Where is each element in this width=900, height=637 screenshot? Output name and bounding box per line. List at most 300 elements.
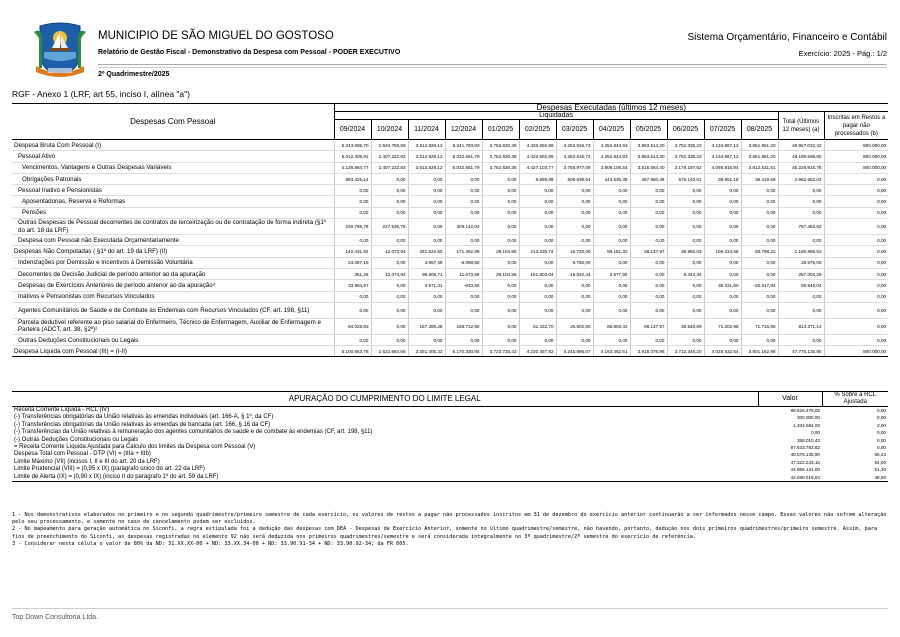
cell-value: 0,00 bbox=[667, 196, 704, 207]
cell-value: 0,00 bbox=[371, 196, 408, 207]
cell-value: 142.431,92 bbox=[334, 246, 371, 257]
table-row bbox=[12, 414, 888, 421]
month-header: 12/2024 bbox=[445, 120, 482, 140]
cell-value: 38.951,18 bbox=[704, 173, 741, 184]
liquidated-header: Liquidadas bbox=[334, 112, 778, 120]
cell-value: 3.752.830,38 bbox=[482, 140, 519, 151]
cell-value: 0,00 bbox=[556, 207, 593, 218]
table-row bbox=[12, 334, 888, 345]
cell-value: 227.535,79 bbox=[371, 219, 408, 235]
cell-value: 0,00 bbox=[445, 235, 482, 246]
cell-value: 0,00 bbox=[445, 196, 482, 207]
cell-value: 0,00 bbox=[371, 207, 408, 218]
cell-value: 9.443,34 bbox=[667, 268, 704, 279]
cell-value: 30.548,69 bbox=[667, 318, 704, 334]
cell-value: 0,00 bbox=[408, 185, 445, 196]
cell-value: 2.407.222,83 bbox=[371, 162, 408, 173]
cell-value: 12.073,94 bbox=[371, 268, 408, 279]
header-divider-secondary bbox=[98, 67, 887, 68]
cell-value: 0,00 bbox=[593, 219, 630, 235]
limit-compliance-table bbox=[12, 391, 888, 482]
cell-value: -20.917,84 bbox=[741, 280, 778, 291]
table-row bbox=[12, 246, 888, 257]
cell-value: 0,00 bbox=[334, 235, 371, 246]
cell-value: 0,00 bbox=[593, 235, 630, 246]
cell-value: 0,00 bbox=[630, 207, 667, 218]
limit-row-value: 87.633.783,82 bbox=[790, 445, 820, 451]
table-row bbox=[12, 151, 888, 162]
row-label: Pessoal Inativo e Pensionistas bbox=[12, 185, 334, 196]
cell-value: 0,00 bbox=[824, 257, 888, 268]
annex-title: RGF - Anexo 1 (LRF, art 55, inciso I, alínea "a") bbox=[12, 89, 190, 99]
limit-row-label: Despesa Total com Pessoal - DTP (VI) = (IIIa + IIIb) bbox=[14, 451, 151, 458]
cell-value: 0,00 bbox=[778, 334, 824, 345]
cell-value: 0,00 bbox=[593, 334, 630, 345]
expenses-column-header: Despesas Com Pessoal bbox=[12, 104, 334, 140]
row-label: Agentes Comunitários de Saúde e de Combate às Endemias com Recursos Vinculados (CF, art. 198, §11) bbox=[12, 302, 334, 318]
cell-value: 230.785,79 bbox=[334, 219, 371, 235]
cell-value: 0,00 bbox=[667, 185, 704, 196]
cell-value: 2.962.652,02 bbox=[778, 173, 824, 184]
row-label: Despesas Não Computadas ( §1º do art. 19 da LRF) (II) bbox=[12, 246, 334, 257]
cell-value: 2.577,90 bbox=[593, 268, 630, 279]
cell-value: 0,00 bbox=[519, 257, 556, 268]
cell-value: 11.673,59 bbox=[445, 268, 482, 279]
limit-row-label: = Receita Corrente Líquida Ajustada para Cálculo dos limites da Despesa com Pessoal (V) bbox=[14, 444, 256, 451]
cell-value: 0,00 bbox=[556, 235, 593, 246]
table-row bbox=[12, 185, 888, 196]
cell-value: 4.427.103,77 bbox=[519, 162, 556, 173]
cell-value: 0,00 bbox=[630, 280, 667, 291]
limit-row-value: 300.000,00 bbox=[797, 415, 820, 421]
table-row bbox=[12, 429, 888, 436]
cell-value: 0,00 bbox=[556, 219, 593, 235]
limit-row-percent: 0,00 bbox=[877, 408, 886, 413]
cell-value: 0,00 bbox=[824, 246, 888, 257]
cell-value: 351,26 bbox=[334, 268, 371, 279]
limit-row-label: (-) Transferências da União relativas à remuneração dos agentes comunitários de saúde e de combate às endemias (CF, art. 198, §11) bbox=[14, 429, 373, 436]
cell-value: 800.000,00 bbox=[824, 151, 888, 162]
row-label: Indenizações por Demissão e Incentivos à Demissão Voluntária bbox=[12, 257, 334, 268]
cell-value: 0,00 bbox=[371, 318, 408, 334]
cell-value: 0,00 bbox=[824, 302, 888, 318]
cell-value: 0,00 bbox=[519, 280, 556, 291]
cell-value: 0,00 bbox=[334, 334, 371, 345]
limit-row-value: 89.626.479,05 bbox=[790, 408, 820, 413]
cell-value: 171.462,99 bbox=[445, 246, 482, 257]
cell-value: 883.425,14 bbox=[334, 173, 371, 184]
limit-row-label: (-) Transferências obrigatórias da União relativas às emendas individuais (art. 166-A, § 1º, da CF) bbox=[14, 414, 274, 421]
cell-value: 0,00 bbox=[667, 291, 704, 302]
cell-value: 800.000,00 bbox=[824, 140, 888, 151]
cell-value: 0,00 bbox=[630, 185, 667, 196]
cell-value: 5.170.330,84 bbox=[445, 346, 482, 357]
cell-value: 39.419,69 bbox=[741, 173, 778, 184]
cell-value: 68.137,97 bbox=[630, 318, 667, 334]
cell-value: 0,00 bbox=[824, 219, 888, 235]
cell-value: 71.202,98 bbox=[704, 318, 741, 334]
exercise-page-info: Exercício: 2025 - Pág.: 1/2 bbox=[798, 49, 887, 58]
limit-row-label: Limite Prudencial (VIII) = (0,95 x IX) (parágrafo único do art. 22 da LRF) bbox=[14, 466, 205, 473]
cell-value: 0,00 bbox=[482, 334, 519, 345]
cell-value: 0,00 bbox=[741, 185, 778, 196]
cell-value: 0,00 bbox=[704, 302, 741, 318]
cell-value: 50.798,22 bbox=[741, 246, 778, 257]
report-period: 2º Quadrimestre/2025 bbox=[98, 71, 170, 78]
cell-value: 39.992,03 bbox=[667, 246, 704, 257]
table-row bbox=[12, 219, 888, 235]
cell-value: 4.262.616,73 bbox=[556, 151, 593, 162]
cell-value: 0,00 bbox=[667, 280, 704, 291]
month-header: 06/2025 bbox=[667, 120, 704, 140]
cell-value: 0,00 bbox=[778, 185, 824, 196]
cell-value: 3.251.405,32 bbox=[408, 346, 445, 357]
cell-value: 3.752.830,38 bbox=[482, 151, 519, 162]
cell-value: 443.535,39 bbox=[593, 173, 630, 184]
cell-value: 3.512.828,12 bbox=[408, 162, 445, 173]
limit-row-label: Limite de Alerta (IX) = (0,90 x IX) (inciso II do parágrafo 1º do art. 59 da LRF) bbox=[12, 474, 758, 482]
table-row bbox=[12, 291, 888, 302]
cell-value: 5.100.663,78 bbox=[334, 346, 371, 357]
footnote-1: 1 - Nos demonstrativos elaborados no primeiro e no segundo quadrimestre/primeiro semestre de cada exercício, os valores de restos a pagar não processados inscritos em 31 de dezembro do exercício anterior continuarão a ser informados nesse campo. Esses valores não sofrem alteração pelo seu processamento, e somente no caso de cancelamento podem ser excluídos. bbox=[12, 512, 887, 526]
municipal-coat-of-arms-logo bbox=[30, 18, 90, 80]
cell-value: 3.176.197,62 bbox=[667, 162, 704, 173]
cell-value: 0,00 bbox=[704, 268, 741, 279]
cell-value: 0,00 bbox=[334, 196, 371, 207]
cell-value: 0,00 bbox=[519, 235, 556, 246]
cell-value: 0,00 bbox=[741, 235, 778, 246]
cell-value: 576.140,61 bbox=[667, 173, 704, 184]
cell-value: 0,00 bbox=[371, 291, 408, 302]
table-row bbox=[12, 235, 888, 246]
table-row bbox=[12, 474, 888, 482]
cell-value: 29.104,95 bbox=[482, 246, 519, 257]
row-label: Obrigações Patronais bbox=[12, 173, 334, 184]
month-header: 07/2025 bbox=[704, 120, 741, 140]
cell-value: 35.031,60 bbox=[704, 280, 741, 291]
cell-value: 0,00 bbox=[824, 280, 888, 291]
cell-value: 6.750,00 bbox=[556, 257, 593, 268]
cell-value: 4.433.692,88 bbox=[519, 140, 556, 151]
limit-row-value: 1.334.684,00 bbox=[793, 422, 820, 428]
cell-value: 3.983.514,30 bbox=[630, 151, 667, 162]
cell-value: 0,00 bbox=[482, 302, 519, 318]
cell-value: 4.095.915,94 bbox=[704, 162, 741, 173]
cell-value: 0,00 bbox=[482, 291, 519, 302]
cell-value: 6.589,89 bbox=[519, 173, 556, 184]
cell-value: 213.235,74 bbox=[519, 246, 556, 257]
cell-value: 0,00 bbox=[667, 207, 704, 218]
row-label: Despesa Bruta Com Pessoal (I) bbox=[12, 140, 334, 151]
cell-value: 0,00 bbox=[704, 235, 741, 246]
cell-value: 0,00 bbox=[482, 185, 519, 196]
cell-value: 0,00 bbox=[778, 207, 824, 218]
report-title: Relatório de Gestão Fiscal - Demonstrativo da Despesa com Pessoal - PODER EXECUTIVO bbox=[98, 49, 401, 56]
cell-value: 4.128.884,77 bbox=[334, 162, 371, 173]
cell-value: 0,00 bbox=[667, 334, 704, 345]
cell-value: 0,00 bbox=[408, 219, 445, 235]
cell-value: 0,00 bbox=[741, 219, 778, 235]
cell-value: 0,00 bbox=[824, 196, 888, 207]
cell-value: 0,00 bbox=[630, 219, 667, 235]
cell-value: 0,00 bbox=[741, 268, 778, 279]
municipality-name: MUNICIPIO DE SÃO MIGUEL DO GOSTOSO bbox=[98, 30, 334, 42]
cell-value: 4.028.632,54 bbox=[704, 346, 741, 357]
cell-value: 0,00 bbox=[824, 173, 888, 184]
personnel-expenses-table bbox=[12, 103, 888, 357]
limit-row-percent: 0,00 bbox=[877, 430, 886, 436]
row-label: Pessoal Ativo bbox=[12, 151, 334, 162]
system-name: Sistema Orçamentário, Financeiro e Contábil bbox=[687, 32, 887, 43]
cell-value: 4.252.843,93 bbox=[593, 140, 630, 151]
table-row bbox=[12, 466, 888, 473]
cell-value: 0,00 bbox=[824, 207, 888, 218]
cell-value: 467.950,48 bbox=[630, 173, 667, 184]
cell-value: 0,00 bbox=[519, 207, 556, 218]
table-row bbox=[12, 444, 888, 451]
cell-value: 89.181,32 bbox=[593, 246, 630, 257]
limit-row-value: 358.010,43 bbox=[797, 437, 820, 443]
cell-value: 309.142,04 bbox=[445, 219, 482, 235]
cell-value: 0,00 bbox=[482, 173, 519, 184]
cell-value: 3.915.376,96 bbox=[630, 346, 667, 357]
cell-value: 0,00 bbox=[482, 235, 519, 246]
cell-value: 0,00 bbox=[482, 280, 519, 291]
cell-value: 0,00 bbox=[334, 302, 371, 318]
footer-company: Top Down Consultoria Ltda. bbox=[12, 614, 98, 621]
executed-expenses-header: Despesas Executadas (últimos 12 meses) bbox=[334, 104, 888, 112]
cell-value: 0,00 bbox=[408, 334, 445, 345]
cell-value: 4.245.896,67 bbox=[556, 346, 593, 357]
cell-value: 0,00 bbox=[408, 207, 445, 218]
cell-value: 99.608,71 bbox=[408, 268, 445, 279]
limit-row-label: Receita Corrente Líquida - RCL (IV) bbox=[14, 407, 110, 413]
cell-value: 0,00 bbox=[630, 196, 667, 207]
limit-compliance-title: APURAÇÃO DO CUMPRIMENTO DO LIMITE LEGAL bbox=[12, 392, 758, 407]
row-label: Outras Despesas de Pessoal decorrentes de contratos de terceirização ou de contratação de forma indireta (§1º do art. 18 da LRF) bbox=[12, 219, 334, 235]
cell-value: 5.032.651,79 bbox=[445, 162, 482, 173]
cell-value: 0,00 bbox=[445, 173, 482, 184]
cell-value: -6.099,60 bbox=[445, 257, 482, 268]
cell-value: 84.028,83 bbox=[334, 318, 371, 334]
cell-value: 0,00 bbox=[704, 334, 741, 345]
table-row bbox=[12, 437, 888, 444]
cell-value: 28.675,05 bbox=[778, 257, 824, 268]
cell-value: 3.601.152,98 bbox=[741, 346, 778, 357]
cell-value: 0,00 bbox=[741, 257, 778, 268]
cell-value: 29.104,95 bbox=[482, 268, 519, 279]
cell-value: 3.983.514,30 bbox=[630, 140, 667, 151]
cell-value: 12.073,94 bbox=[371, 246, 408, 257]
cell-value: 0,00 bbox=[593, 196, 630, 207]
limit-row-percent: 55,43 bbox=[874, 452, 886, 458]
percent-header: % Sobre a RCL Ajustada bbox=[822, 392, 888, 407]
total-header: Total (Últimos 12 meses) (a) bbox=[778, 112, 824, 140]
header-divider bbox=[98, 64, 887, 65]
cell-value: 0,00 bbox=[482, 196, 519, 207]
cell-value: 0,00 bbox=[556, 291, 593, 302]
cell-value: 50.846,04 bbox=[778, 280, 824, 291]
limit-row-percent: 0,00 bbox=[877, 415, 886, 421]
cell-value: 800.000,00 bbox=[824, 162, 888, 173]
cell-value: 0,00 bbox=[741, 291, 778, 302]
month-header: 10/2024 bbox=[371, 120, 408, 140]
cell-value: 5.012.309,91 bbox=[334, 151, 371, 162]
cell-value: 71.715,86 bbox=[741, 318, 778, 334]
cell-value: 0,00 bbox=[741, 207, 778, 218]
cell-value: 0,00 bbox=[824, 185, 888, 196]
cell-value: 3.752.830,38 bbox=[482, 162, 519, 173]
cell-value: 0,00 bbox=[778, 302, 824, 318]
row-label: Parcela dedutível referente ao piso salarial do Enfermeiro, Técnico de Enfermagem, Auxiliar de Enfermagem e Parteira (ADCT, art. 38, §2º)² bbox=[12, 318, 334, 334]
cell-value: 0,00 bbox=[519, 334, 556, 345]
cell-value: 0,00 bbox=[824, 268, 888, 279]
table-row bbox=[12, 302, 888, 318]
cell-value: 5.243.095,70 bbox=[334, 140, 371, 151]
limit-row-percent: 51,30 bbox=[874, 467, 886, 473]
limit-row-value: 0,00 bbox=[811, 430, 820, 436]
cell-value: 3.571,31 bbox=[408, 280, 445, 291]
cell-value: 0,00 bbox=[445, 207, 482, 218]
table-row bbox=[12, 140, 888, 151]
cell-value: 3.651.951,20 bbox=[741, 151, 778, 162]
cell-value: 5.341.793,83 bbox=[445, 140, 482, 151]
table-row bbox=[12, 196, 888, 207]
cell-value: 2.622.684,65 bbox=[371, 346, 408, 357]
limit-row-percent: 0,00 bbox=[877, 437, 886, 443]
cell-value: -833,90 bbox=[445, 280, 482, 291]
footnote-2: 2 - No mapeamento para geração automática no Siconfi, a regra estipulada foi a dedução das despesas com DEA - Despesas de Exercício Anterior, somente no último quadrimestre/semestre, não havendo, portanto, dedução nos dois primeiros quadrimestres/primeiro semestre. Assim, para fins de preenchimento do Siconfi, as despesas registradas no elemento 92 não será deduzida nos primeiros quadrimestres/semestre e será considerada integralmente no 3º quadrimestre/2º semestre do exercício de referência. bbox=[12, 526, 878, 540]
cell-value: 0,00 bbox=[778, 291, 824, 302]
cell-value: 0,00 bbox=[630, 302, 667, 318]
cell-value: 0,00 bbox=[445, 334, 482, 345]
cell-value: 2.634.758,59 bbox=[371, 140, 408, 151]
row-label: Pensões bbox=[12, 207, 334, 218]
row-label: Inativos e Pensionistas com Recursos Vinculados bbox=[12, 291, 334, 302]
cell-value: 151.803,04 bbox=[519, 268, 556, 279]
cell-value: 0,00 bbox=[704, 257, 741, 268]
limit-row-value: 47.322.243,15 bbox=[790, 459, 820, 465]
row-label: Aposentadorias, Reserva e Reformas bbox=[12, 196, 334, 207]
cell-value: 0,00 bbox=[371, 235, 408, 246]
cell-value: 0,00 bbox=[778, 196, 824, 207]
cell-value: 86.603,42 bbox=[593, 318, 630, 334]
cell-value: 0,00 bbox=[824, 291, 888, 302]
cell-value: 4.262.616,73 bbox=[556, 140, 593, 151]
cell-value: 45.226.916,78 bbox=[778, 162, 824, 173]
month-header: 11/2024 bbox=[408, 120, 445, 140]
cell-value: 0,00 bbox=[704, 207, 741, 218]
cell-value: 0,00 bbox=[519, 219, 556, 235]
cell-value: 48.957.032,42 bbox=[778, 140, 824, 151]
cell-value: 287.004,29 bbox=[778, 268, 824, 279]
month-header: 08/2025 bbox=[741, 120, 778, 140]
row-label: Decorrentes de Decisão Judicial de período anterior ao da apuração bbox=[12, 268, 334, 279]
table-row bbox=[12, 207, 888, 218]
row-label: Despesas de Exercícios Anteriores de período anterior ao da apuração³ bbox=[12, 280, 334, 291]
month-header: 01/2025 bbox=[482, 120, 519, 140]
cell-value: 0,00 bbox=[408, 291, 445, 302]
cell-value: 0,00 bbox=[334, 185, 371, 196]
cell-value: -16.632,44 bbox=[556, 268, 593, 279]
cell-value: 0,00 bbox=[445, 291, 482, 302]
cell-value: 0,00 bbox=[556, 302, 593, 318]
table-row bbox=[12, 451, 888, 458]
table-row bbox=[12, 459, 888, 466]
cell-value: 0,00 bbox=[482, 257, 519, 268]
cell-value: 4.163.462,61 bbox=[593, 346, 630, 357]
cell-value: 0,00 bbox=[482, 219, 519, 235]
cell-value: 3.712.346,20 bbox=[667, 346, 704, 357]
cell-value: 4.134.867,12 bbox=[704, 140, 741, 151]
cell-value: 0,00 bbox=[556, 280, 593, 291]
cell-value: 767.463,62 bbox=[778, 219, 824, 235]
cell-value: 0,00 bbox=[741, 196, 778, 207]
cell-value: 0,00 bbox=[519, 291, 556, 302]
row-label: Vencimentos, Vantagens e Outras Despesas Variáveis bbox=[12, 162, 334, 173]
cell-value: 61.432,70 bbox=[519, 318, 556, 334]
cell-value: 0,00 bbox=[556, 185, 593, 196]
cell-value: 0,00 bbox=[741, 334, 778, 345]
cell-value: 68.137,97 bbox=[630, 246, 667, 257]
cell-value: 0,00 bbox=[371, 257, 408, 268]
cell-value: 0,00 bbox=[824, 318, 888, 334]
cell-value: 0,00 bbox=[556, 334, 593, 345]
limit-row-percent: 54,00 bbox=[874, 459, 886, 465]
cell-value: 3.512.828,12 bbox=[408, 140, 445, 151]
cell-value: 47.776.135,90 bbox=[778, 346, 824, 357]
cell-value: 0,00 bbox=[334, 291, 371, 302]
cell-value: 0,00 bbox=[704, 291, 741, 302]
cell-value: 0,00 bbox=[630, 268, 667, 279]
footer-divider bbox=[12, 608, 888, 609]
cell-value: 3.723.725,43 bbox=[482, 346, 519, 357]
cell-value: 5.032.651,79 bbox=[445, 151, 482, 162]
limit-row-percent: 0,00 bbox=[877, 445, 886, 451]
table-row bbox=[12, 280, 888, 291]
cell-value: 106.234,58 bbox=[704, 246, 741, 257]
limit-row-percent: 0,00 bbox=[877, 422, 886, 428]
cell-value: 0,00 bbox=[371, 302, 408, 318]
cell-value: 506.639,64 bbox=[556, 173, 593, 184]
limit-row-percent: 48,60 bbox=[822, 474, 888, 482]
cell-value: 3.867,49 bbox=[408, 257, 445, 268]
cell-value: 0,00 bbox=[630, 334, 667, 345]
cell-value: 1.180.896,52 bbox=[778, 246, 824, 257]
cell-value: 0,00 bbox=[630, 257, 667, 268]
limit-row-value: 42.590.018,84 bbox=[758, 474, 822, 482]
table-row bbox=[12, 268, 888, 279]
table-row bbox=[12, 173, 888, 184]
cell-value: 3.651.951,20 bbox=[741, 140, 778, 151]
cell-value: 0,00 bbox=[371, 173, 408, 184]
cell-value: 3.612.531,51 bbox=[741, 162, 778, 173]
cell-value: 0,00 bbox=[593, 280, 630, 291]
cell-value: 3.752.338,23 bbox=[667, 151, 704, 162]
cell-value: 814.371,14 bbox=[778, 318, 824, 334]
cell-value: 0,00 bbox=[371, 185, 408, 196]
restos-header: Inscritas em Restos a pagar não processados (b) bbox=[824, 112, 888, 140]
limit-row-label: Limite Máximo (VII) (incisos I, II e III do art. 20 da LRF) bbox=[14, 458, 160, 465]
cell-value: 0,00 bbox=[593, 291, 630, 302]
row-label: Outras Deduções Constitucionais ou Legais bbox=[12, 334, 334, 345]
cell-value: 0,00 bbox=[482, 207, 519, 218]
cell-value: 48.189.568,80 bbox=[778, 151, 824, 162]
cell-value: 0,00 bbox=[667, 257, 704, 268]
cell-value: 16.720,06 bbox=[556, 246, 593, 257]
cell-value: 0,00 bbox=[593, 257, 630, 268]
cell-value: 0,00 bbox=[704, 185, 741, 196]
